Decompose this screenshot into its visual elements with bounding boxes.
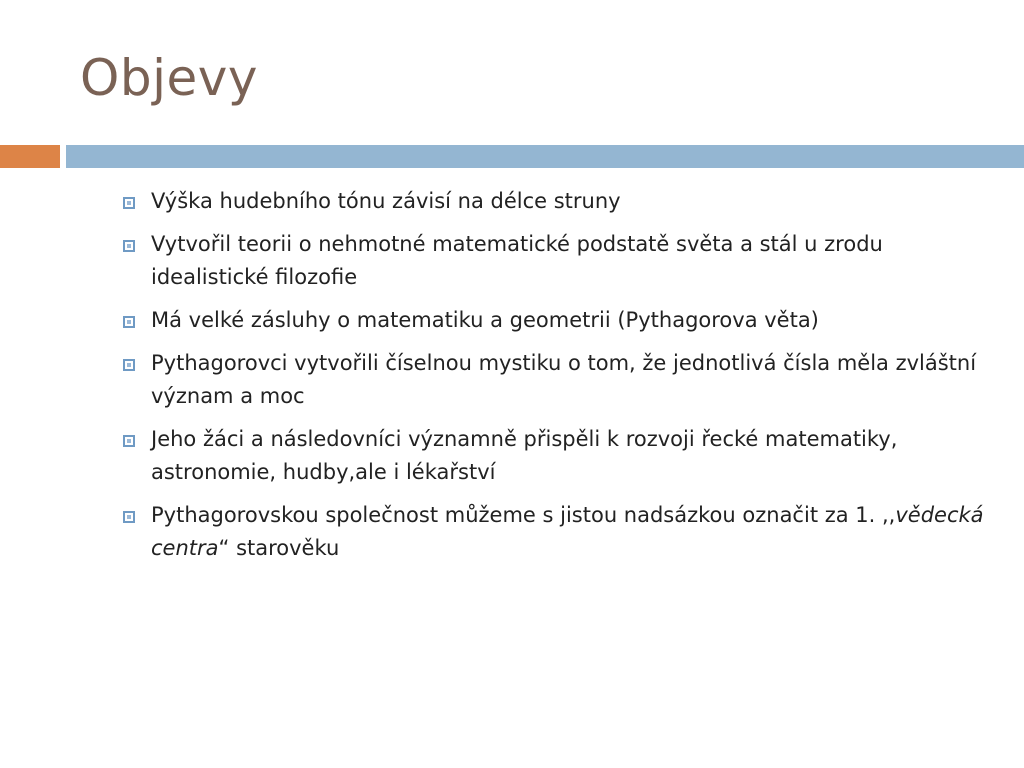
- bullet-text-end: “ starověku: [218, 536, 340, 560]
- bullet-list: [120, 185, 990, 575]
- square-bullet-icon: [123, 240, 135, 252]
- bullet-text: Má velké zásluhy o matematiku a geometrii (Pythagorova věta): [151, 308, 819, 332]
- slide-title: Objevy: [80, 49, 258, 107]
- square-bullet-icon: [123, 359, 135, 371]
- bullet-item: [120, 347, 990, 413]
- bullet-item: [120, 499, 990, 565]
- bullet-item: [120, 228, 990, 294]
- accent-bar-blue: [66, 145, 1024, 168]
- bullet-text: Pythagorovskou společnost můžeme s jistou nadsázkou označit za 1. ,,: [151, 503, 896, 527]
- square-bullet-icon: [123, 511, 135, 523]
- bullet-text: Výška hudebního tónu závisí na délce struny: [151, 189, 621, 213]
- square-bullet-icon: [123, 316, 135, 328]
- square-bullet-icon: [123, 197, 135, 209]
- bullet-item: [120, 185, 990, 218]
- bullet-text: Pythagorovci vytvořili číselnou mystiku o tom, že jednotlivá čísla měla zvláštní význam a moc: [151, 351, 977, 408]
- bullet-italic-text: vědecká centra: [151, 503, 984, 560]
- bullet-text: Vytvořil teorii o nehmotné matematické podstatě světa a stál u zrodu idealistické filozofie: [151, 232, 883, 289]
- bullet-item: [120, 304, 990, 337]
- accent-bar-orange: [0, 145, 60, 168]
- bullet-item: [120, 423, 990, 489]
- bullet-text: Jeho žáci a následovníci významně přispěli k rozvoji řecké matematiky, astronomie, hudby,ale i lékařství: [151, 427, 898, 484]
- square-bullet-icon: [123, 435, 135, 447]
